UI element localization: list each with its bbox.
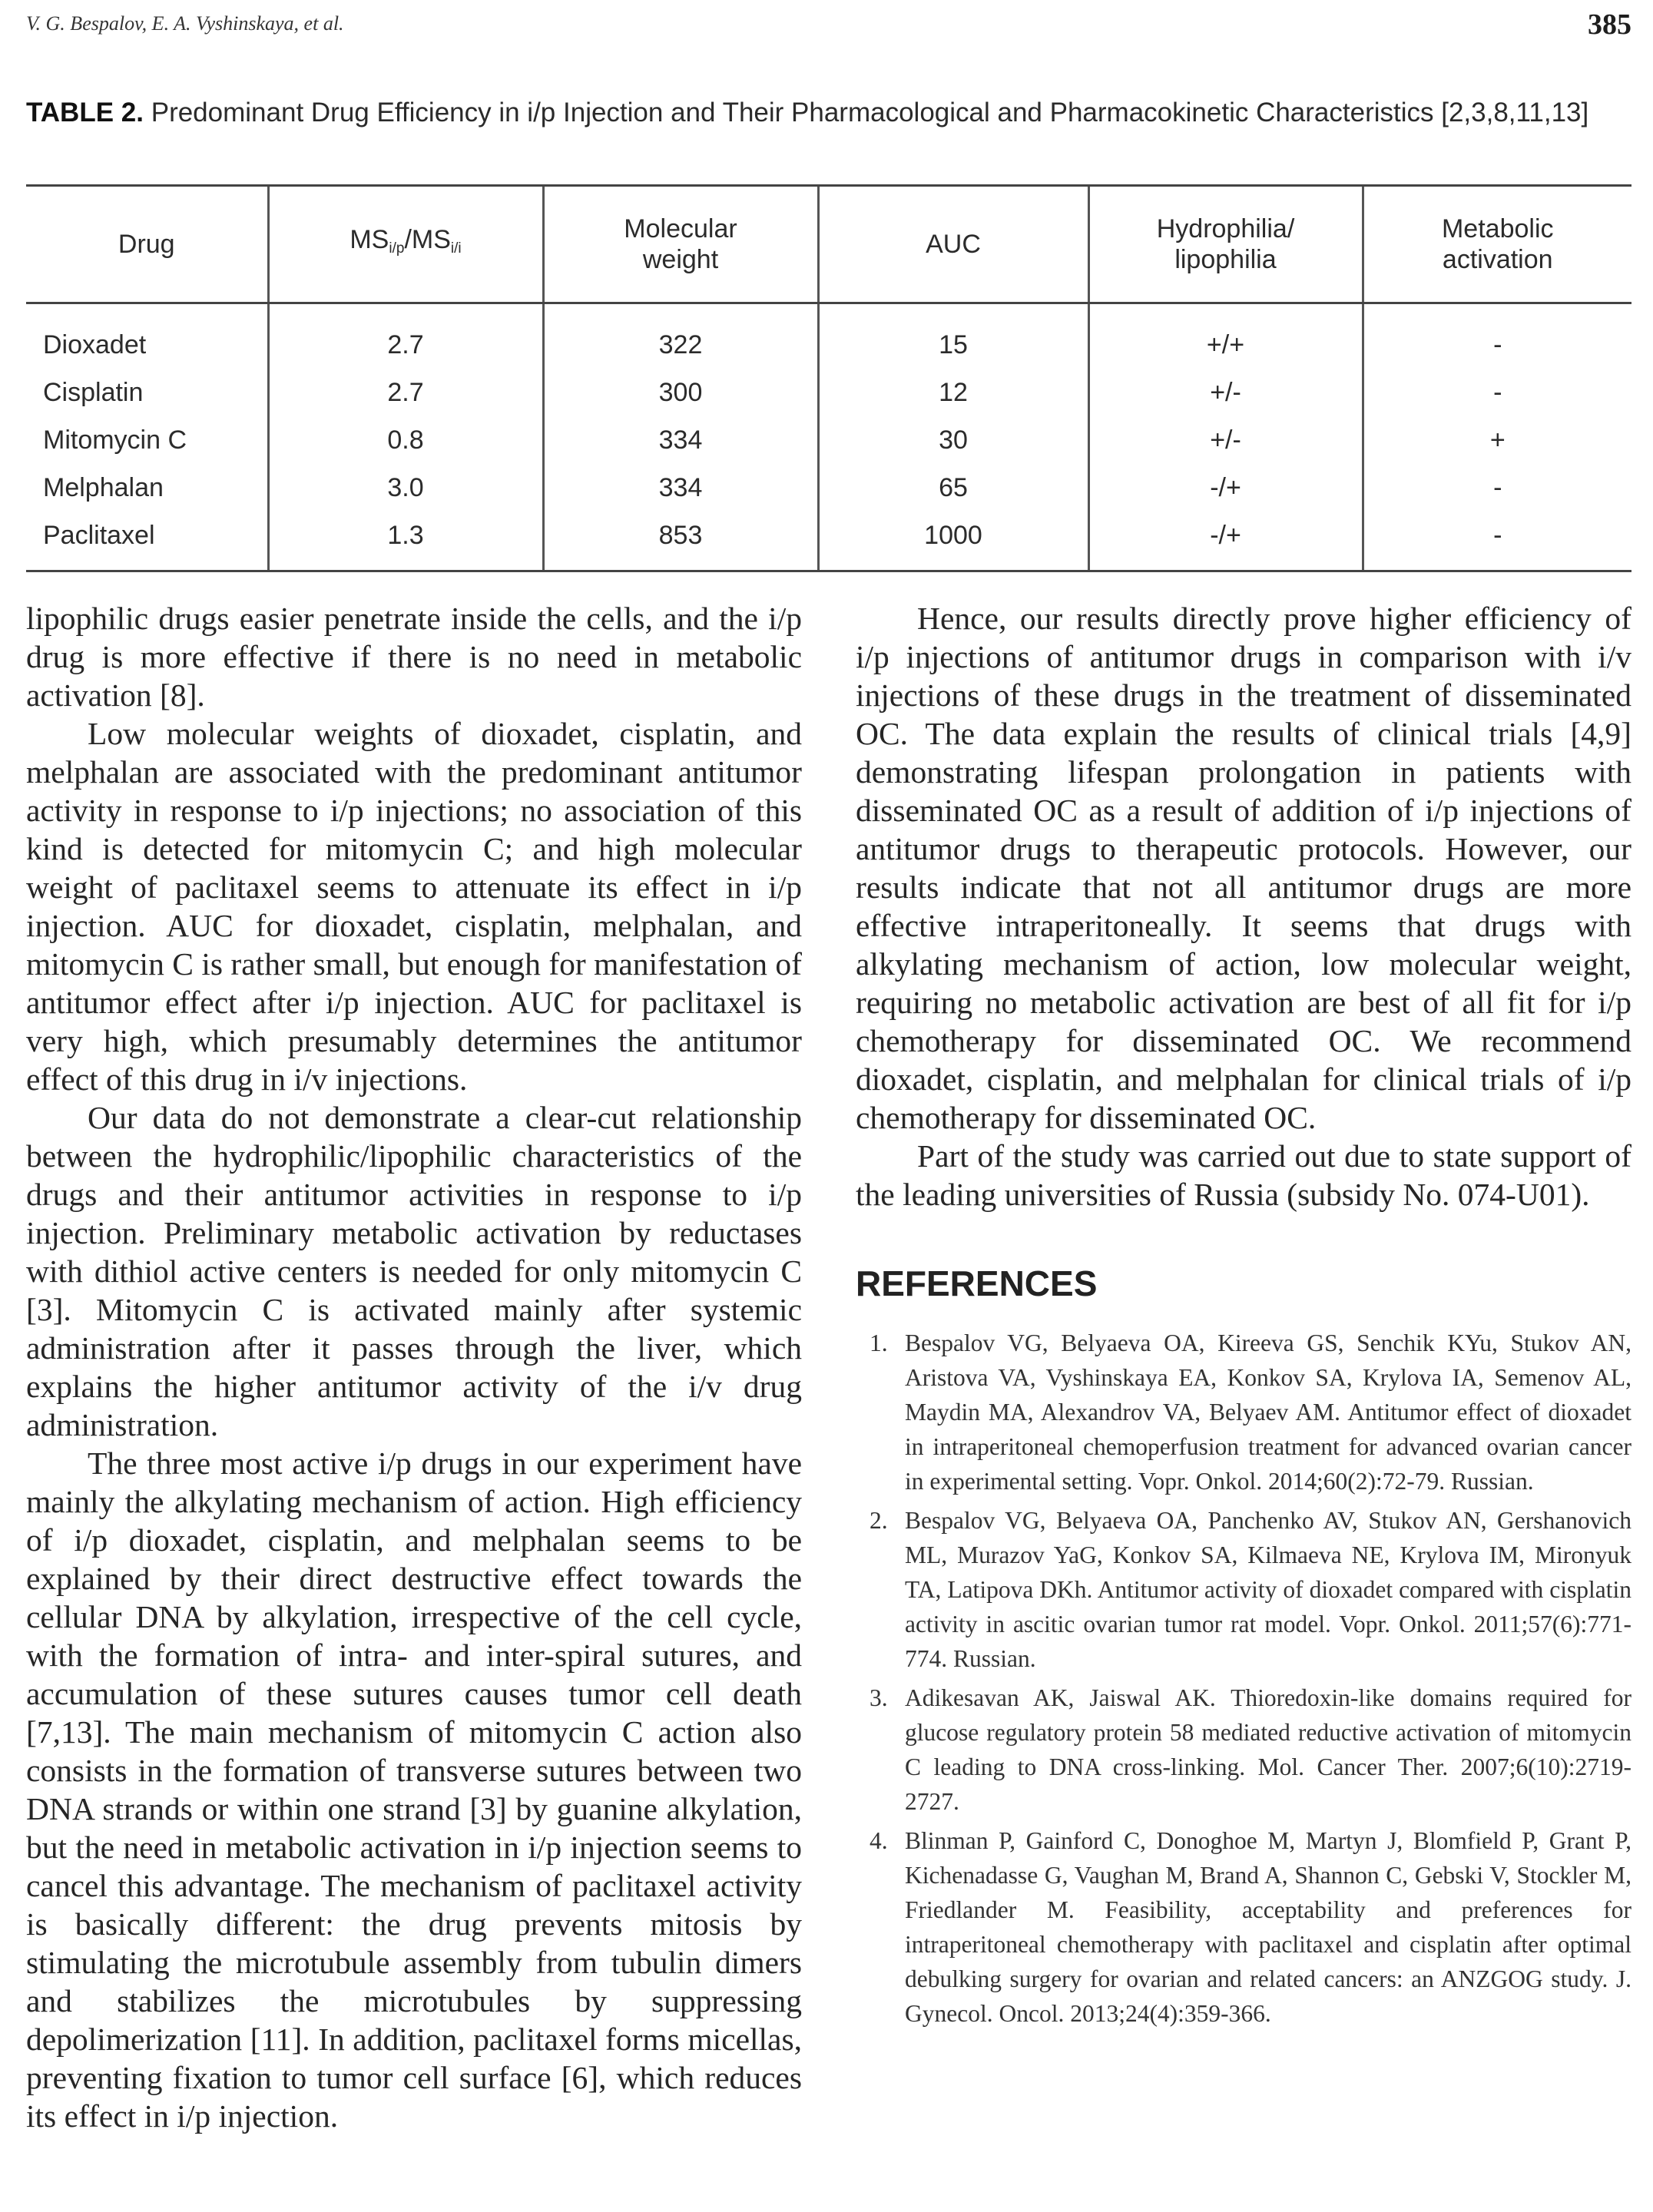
- reference-item: [856, 1326, 1631, 1498]
- cell-drug: Dioxadet: [43, 329, 147, 359]
- body-column-left: [26, 599, 802, 2135]
- table-header-row: [26, 186, 1631, 303]
- reference-item: [856, 1681, 1631, 1819]
- cell-drug: Melphalan: [43, 472, 164, 502]
- header-molecular-weight-text: Molecular weight: [624, 214, 737, 274]
- table-row: [26, 303, 1631, 369]
- cell-auc: 15: [818, 303, 1088, 369]
- table-caption: [26, 95, 1631, 131]
- cell-hl: +/-: [1088, 416, 1363, 464]
- cell-hl: -/+: [1088, 512, 1363, 571]
- running-head: [26, 8, 1631, 43]
- reference-number: 1.: [870, 1330, 888, 1356]
- reference-number: 2.: [870, 1507, 888, 1534]
- header-hydrophilia: [1088, 186, 1363, 303]
- reference-text: Bespalov VG, Belyaeva OA, Kireeva GS, Senchik KYu, Stukov AN, Aristova VA, Vyshinskaya EA, Konkov SA, Krylova IA, Semenov AL, Maydin MA, Alexandrov VA, Belyaev AM. Antitumor effect of dioxadet in intraperitoneal chemoperfusion treatment for advanced ovarian cancer in experimental setting. Vopr. Onkol. 2014;60(2):72-79. Russian.: [905, 1330, 1631, 1495]
- header-auc: AUC: [818, 186, 1088, 303]
- reference-number: 3.: [870, 1684, 888, 1711]
- paragraph: Low molecular weights of dioxadet, cisplatin, and melphalan are associated with the predominant antitumor activity in response to i/p injections; no association of this kind is detected for mitomycin C; and high molecular weight of paclitaxel seems to attenuate its effect in i/p injection. AUC for dioxadet, cisplatin, melphalan, and mitomycin C is rather small, but enough for manifestation of antitumor effect after i/p injection. AUC for paclitaxel is very high, which presumably determines the antitumor effect of this drug in i/v injections.: [26, 716, 802, 1097]
- cell-drug: Paclitaxel: [26, 512, 268, 571]
- cell-drug: Mitomycin C: [43, 425, 187, 455]
- cell-ms: 0.8: [268, 416, 543, 464]
- header-ms-sub-b: i/i: [450, 240, 462, 257]
- cell-ma: -: [1363, 512, 1631, 571]
- body-column-right: [856, 599, 1631, 2035]
- header-metabolic-text: Metabolic activation: [1441, 214, 1554, 274]
- table-row: [26, 416, 1631, 464]
- reference-number: 4.: [870, 1827, 888, 1854]
- header-metabolic: [1363, 186, 1631, 303]
- cell-auc: 30: [818, 416, 1088, 464]
- table-row: [26, 512, 1631, 571]
- cell-ms: 2.7: [268, 303, 543, 369]
- cell-hl: +/+: [1088, 303, 1363, 369]
- reference-item: [856, 1503, 1631, 1676]
- cell-ms: 2.7: [268, 369, 543, 416]
- paragraph: The three most active i/p drugs in our experiment have mainly the alkylating mechanism of action. High efficiency of i/p dioxadet, cisplatin, and melphalan seems to be explained by their direct destructive effect towards the cellular DNA by alkylation, irrespective of the cell cycle, with the formation of intra- and inter-spiral sutures, and accumulation of these sutures causes tumor cell death [7,13]. The main mechanism of mitomycin C action also consists in the formation of transverse sutures between two DNA strands or within one strand [3] by guanine alkylation, but the need in metabolic activation in i/p injection seems to cancel this advantage. The mechanism of paclitaxel activity is basically different: the drug prevents mitosis by stimulating the microtubule assembly from tubulin dimers and stabilizes the microtubules by suppressing depolimerization [11]. In addition, paclitaxel forms micellas, preventing fixation to tumor cell surface [6], which reduces its effect in i/p injection.: [26, 1445, 802, 2134]
- table-label: TABLE 2.: [26, 98, 144, 127]
- cell-drug: Cisplatin: [43, 377, 144, 407]
- cell-auc: 65: [818, 464, 1088, 512]
- cell-ma: -: [1363, 369, 1631, 416]
- cell-ms: 3.0: [268, 464, 543, 512]
- header-hydrophilia-text: Hydrophilia/ lipophilia: [1156, 214, 1295, 274]
- drug-table: [26, 184, 1631, 572]
- reference-text: Blinman P, Gainford C, Donoghoe M, Martyn J, Blomfield P, Grant P, Kichenadasse G, Vaughan M, Brand A, Shannon C, Gebski V, Stockler M, Friedlander M. Feasibility, acceptability and preferences for intraperitoneal chemotherapy with paclitaxel and cisplatin after optimal debulking surgery for ovarian and related cancers: an ANZGOG study. J. Gynecol. Oncol. 2013;24(4):359-366.: [905, 1827, 1631, 2027]
- cell-auc: 1000: [818, 512, 1088, 571]
- cell-hl: -/+: [1088, 464, 1363, 512]
- reference-item: [856, 1823, 1631, 2031]
- paragraph: lipophilic drugs easier penetrate inside the cells, and the i/p drug is more effective if there is no need in metabolic activation [8].: [26, 601, 802, 713]
- running-head-authors: V. G. Bespalov, E. A. Vyshinskaya, et al.: [26, 12, 344, 35]
- page-number: 385: [1588, 8, 1631, 41]
- cell-ms: 1.3: [268, 512, 543, 571]
- table-row: [26, 464, 1631, 512]
- paragraph: Hence, our results directly prove higher efficiency of i/p injections of antitumor drugs in comparison with i/v injections of these drugs in the treatment of disseminated OC. The data explain the results of clinical trials [4,9] demonstrating lifespan prolongation in patients with disseminated OC as a result of addition of i/p injections of antitumor drugs to therapeutic protocols. However, our results indicate that not all antitumor drugs are more effective intraperitoneally. It seems that drugs with alkylating mechanism of action, low molecular weight, requiring no metabolic activation are best of all fit for i/p chemotherapy for disseminated OC. We recommend dioxadet, cisplatin, and melphalan for clinical trials of i/p chemotherapy for disseminated OC.: [856, 601, 1631, 1135]
- header-ms-ratio: [268, 186, 543, 303]
- cell-ma: -: [1363, 464, 1631, 512]
- reference-text: Bespalov VG, Belyaeva OA, Panchenko AV, Stukov AN, Gershanovich ML, Murazov YaG, Konkov SA, Kilmaeva NE, Krylova IM, Mironyuk TA, Latipova DKh. Antitumor activity of dioxadet compared with cisplatin activity in ascitic ovarian tumor rat model. Vopr. Onkol. 2011;57(6):771-774. Russian.: [905, 1507, 1631, 1672]
- cell-mw: 322: [543, 303, 818, 369]
- cell-mw: 334: [543, 416, 818, 464]
- header-molecular-weight: [543, 186, 818, 303]
- header-ms-sub-a: i/p: [389, 240, 405, 257]
- references-heading: REFERENCES: [856, 1263, 1098, 1303]
- cell-mw: 300: [543, 369, 818, 416]
- paragraph: Our data do not demonstrate a clear-cut relationship between the hydrophilic/lipophilic characteristics of the drugs and their antitumor activities in response to i/p injection. Preliminary metabolic activation by reductases with dithiol active centers is needed for only mitomycin C [3]. Mitomycin C is activated mainly after systemic administration after it passes through the liver, which explains the higher antitumor activity of the i/v drug administration.: [26, 1100, 802, 1442]
- cell-auc: 12: [818, 369, 1088, 416]
- table-row: [26, 369, 1631, 416]
- header-ms-sep: /MS: [404, 225, 451, 254]
- header-drug: Drug: [26, 186, 268, 303]
- paragraph: Part of the study was carried out due to state support of the leading universities of Russia (subsidy No. 074-U01).: [856, 1138, 1631, 1212]
- cell-ma: -: [1363, 303, 1631, 369]
- table-caption-text: Predominant Drug Efficiency in i/p Injection and Their Pharmacological and Pharmacokinetic Characteristics [2,3,8,11,13]: [151, 98, 1589, 127]
- cell-hl: +/-: [1088, 369, 1363, 416]
- reference-list: [856, 1326, 1631, 2031]
- cell-mw: 853: [543, 512, 818, 571]
- reference-text: Adikesavan AK, Jaiswal AK. Thioredoxin-like domains required for glucose regulatory protein 58 mediated reductive activation of mitomycin C leading to DNA cross-linking. Mol. Cancer Ther. 2007;6(10):2719-2727.: [905, 1684, 1631, 1815]
- header-ms-a: MS: [349, 225, 389, 254]
- cell-ma: +: [1363, 416, 1631, 464]
- cell-mw: 334: [543, 464, 818, 512]
